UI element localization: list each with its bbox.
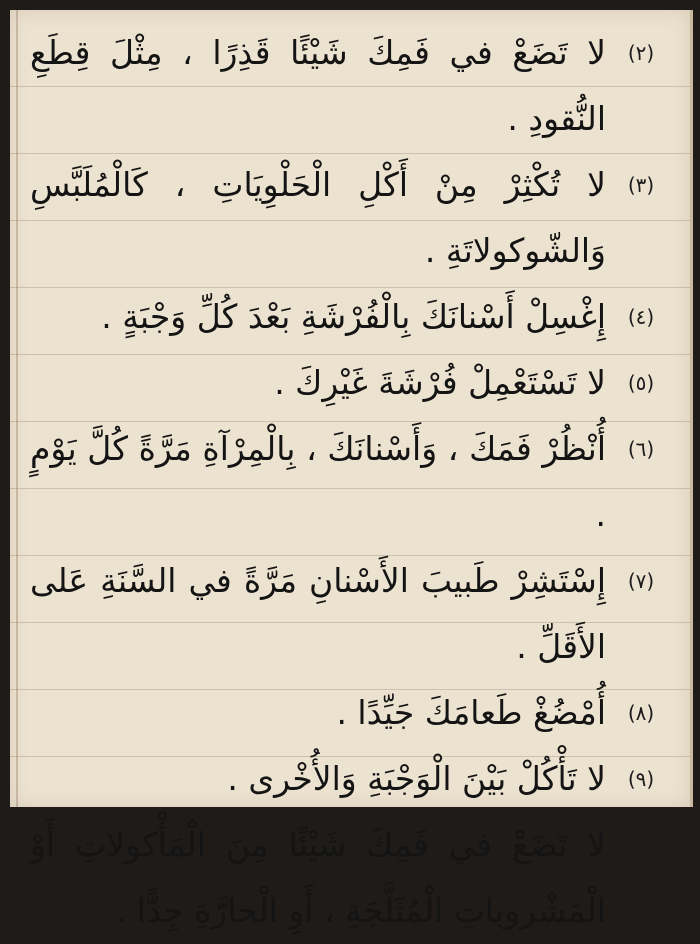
- rules-list: [30, 20, 676, 944]
- list-item: [30, 152, 676, 284]
- list-item: [30, 20, 676, 152]
- list-item: [30, 680, 676, 746]
- item-number: (٣): [627, 173, 655, 197]
- item-text: لا تَضَعْ في فَمِكَ شَيْئًا قَذِرًا ، مِثْلَ قِطَعِ النُّقودِ .: [30, 33, 606, 138]
- item-number: (٦): [627, 437, 655, 461]
- item-number: (٩): [627, 767, 655, 791]
- item-number: (١٠): [622, 833, 660, 857]
- list-item: [30, 812, 676, 944]
- item-number: (٥): [627, 371, 655, 395]
- list-item: [30, 284, 676, 350]
- page-edge: [690, 10, 693, 807]
- list-item: [30, 416, 676, 548]
- item-number: (٢): [627, 41, 655, 65]
- item-text: إِسْتَشِرْ طَبيبَ الأَسْنانِ مَرَّةً في السَّنَةِ عَلى الأَقَلِّ .: [30, 561, 606, 666]
- item-text: أُنْظُرْ فَمَكَ ، وَأَسْنانَكَ ، بِالْمِرْآةِ مَرَّةً كُلَّ يَوْمٍ .: [30, 429, 606, 534]
- item-text: إِغْسِلْ أَسْنانَكَ بِالْفُرْشَةِ بَعْدَ كُلِّ وَجْبَةٍ .: [101, 297, 606, 336]
- list-item: [30, 350, 676, 416]
- list-item: [30, 746, 676, 812]
- item-text: لا تُكْثِرْ مِنْ أَكْلِ الْحَلْوِيَاتِ ، كَالْمُلَبَّسِ وَالشّوكولاتَةِ .: [30, 165, 606, 270]
- item-text: لا تَسْتَعْمِلْ فُرْشَةَ غَيْرِكَ .: [274, 363, 606, 402]
- item-text: لا تَضَعْ في فَمِكَ شَيْئًا مِنَ الْمَأْكولاتِ أَوْ الْمَشْروباتِ الْمُثَلَّجَةِ ، أَوِ الْحارَّةِ جِدًّا .: [30, 825, 606, 930]
- margin-line: [16, 10, 18, 807]
- list-item: [30, 548, 676, 680]
- item-number: (٨): [627, 701, 655, 725]
- item-number: (٧): [627, 569, 655, 593]
- document-page: [10, 10, 690, 930]
- item-text: أُمْضُغْ طَعامَكَ جَيِّدًا .: [336, 693, 606, 732]
- item-text: لا تَأْكُلْ بَيْنَ الْوَجْبَةِ وَالأُخْرى .: [227, 759, 606, 798]
- item-number: (٤): [627, 305, 655, 329]
